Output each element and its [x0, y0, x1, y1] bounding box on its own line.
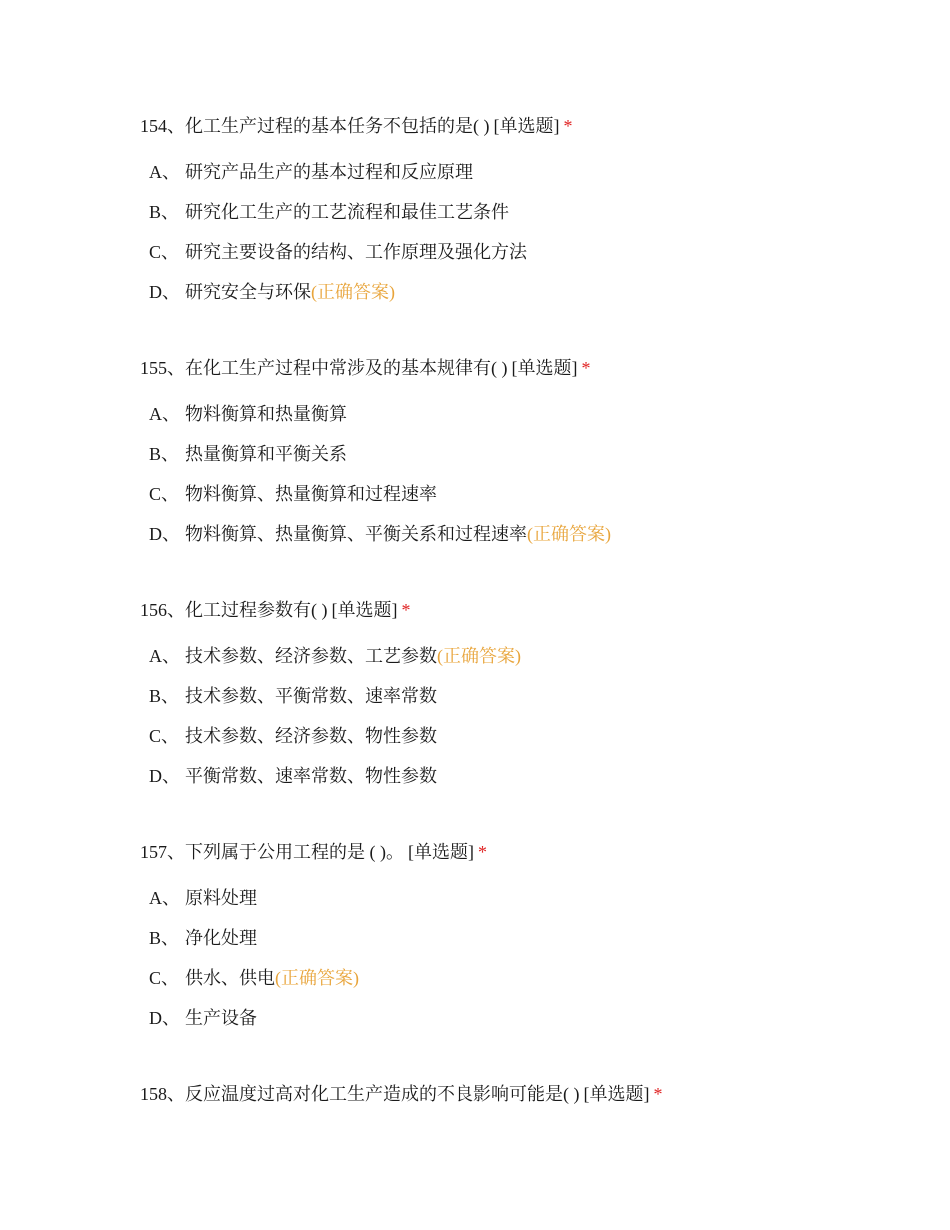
option-a — [140, 159, 900, 185]
option-list — [140, 643, 900, 789]
option-letter: C、 — [149, 968, 180, 988]
question-155 — [140, 355, 900, 561]
option-text: 技术参数、平衡常数、速率常数 — [185, 686, 437, 706]
question-text: 在化工生产过程中常涉及的基本规律有( ) — [185, 358, 508, 378]
option-text: 平衡常数、速率常数、物性参数 — [185, 766, 437, 786]
option-text: 技术参数、经济参数、物性参数 — [185, 726, 437, 746]
option-letter: C、 — [149, 484, 180, 504]
correct-answer-mark: (正确答案) — [311, 282, 395, 302]
option-letter: B、 — [149, 202, 180, 222]
option-text: 原料处理 — [185, 888, 257, 908]
option-a — [140, 643, 900, 669]
option-text: 物料衡算、热量衡算和过程速率 — [185, 484, 437, 504]
option-c — [140, 723, 900, 749]
option-letter: C、 — [149, 726, 180, 746]
required-marker: * — [653, 1084, 663, 1104]
question-title — [140, 597, 900, 623]
option-b — [140, 683, 900, 709]
option-letter: A、 — [149, 404, 180, 424]
option-list — [140, 885, 900, 1031]
option-letter: B、 — [149, 444, 180, 464]
correct-answer-mark: (正确答案) — [527, 524, 611, 544]
option-letter: B、 — [149, 686, 180, 706]
question-number: 156、 — [140, 600, 185, 620]
option-b — [140, 925, 900, 951]
option-letter: A、 — [149, 888, 180, 908]
option-c — [140, 481, 900, 507]
option-list — [140, 401, 900, 547]
question-title — [140, 1081, 900, 1107]
question-text: 化工过程参数有( ) — [185, 600, 328, 620]
option-letter: D、 — [149, 1008, 180, 1028]
correct-answer-mark: (正确答案) — [275, 968, 359, 988]
option-text: 研究产品生产的基本过程和反应原理 — [185, 162, 473, 182]
question-157 — [140, 839, 900, 1045]
question-text: 化工生产过程的基本任务不包括的是( ) — [185, 116, 490, 136]
question-154 — [140, 113, 900, 319]
question-title — [140, 355, 900, 381]
option-letter: D、 — [149, 524, 180, 544]
option-text: 研究主要设备的结构、工作原理及强化方法 — [185, 242, 527, 262]
option-letter: D、 — [149, 282, 180, 302]
question-156 — [140, 597, 900, 803]
question-type: [单选题] — [511, 358, 578, 378]
question-number: 158、 — [140, 1084, 185, 1104]
question-title — [140, 839, 900, 865]
option-letter: A、 — [149, 162, 180, 182]
question-title — [140, 113, 900, 139]
question-type: [单选题] — [331, 600, 398, 620]
option-letter: C、 — [149, 242, 180, 262]
option-list — [140, 159, 900, 305]
required-marker: * — [478, 842, 487, 862]
option-letter: A、 — [149, 646, 180, 666]
option-d — [140, 1005, 900, 1031]
option-b — [140, 441, 900, 467]
option-c — [140, 239, 900, 265]
option-text: 供水、供电 — [185, 968, 275, 988]
option-text: 净化处理 — [185, 928, 257, 948]
option-d — [140, 521, 900, 547]
option-b — [140, 199, 900, 225]
correct-answer-mark: (正确答案) — [437, 646, 521, 666]
required-marker: * — [401, 600, 411, 620]
question-number: 155、 — [140, 358, 185, 378]
option-text: 物料衡算、热量衡算、平衡关系和过程速率 — [185, 524, 527, 544]
option-d — [140, 763, 900, 789]
question-type: [单选题] — [583, 1084, 650, 1104]
question-number: 157、 — [140, 842, 185, 862]
option-c — [140, 965, 900, 991]
option-d — [140, 279, 900, 305]
option-text: 物料衡算和热量衡算 — [185, 404, 347, 424]
option-letter: B、 — [149, 928, 180, 948]
option-text: 热量衡算和平衡关系 — [185, 444, 347, 464]
option-letter: D、 — [149, 766, 180, 786]
option-text: 研究安全与环保 — [185, 282, 311, 302]
option-text: 技术参数、经济参数、工艺参数 — [185, 646, 437, 666]
required-marker: * — [563, 116, 573, 136]
question-158 — [140, 1081, 900, 1107]
option-a — [140, 885, 900, 911]
question-number: 154、 — [140, 116, 185, 136]
required-marker: * — [581, 358, 591, 378]
option-text: 研究化工生产的工艺流程和最佳工艺条件 — [185, 202, 509, 222]
question-text: 下列属于公用工程的是 ( )。 — [185, 842, 404, 862]
question-type: [单选题] — [493, 116, 560, 136]
option-text: 生产设备 — [185, 1008, 257, 1028]
question-type: [单选题] — [408, 842, 474, 862]
option-a — [140, 401, 900, 427]
question-text: 反应温度过高对化工生产造成的不良影响可能是( ) — [185, 1084, 580, 1104]
